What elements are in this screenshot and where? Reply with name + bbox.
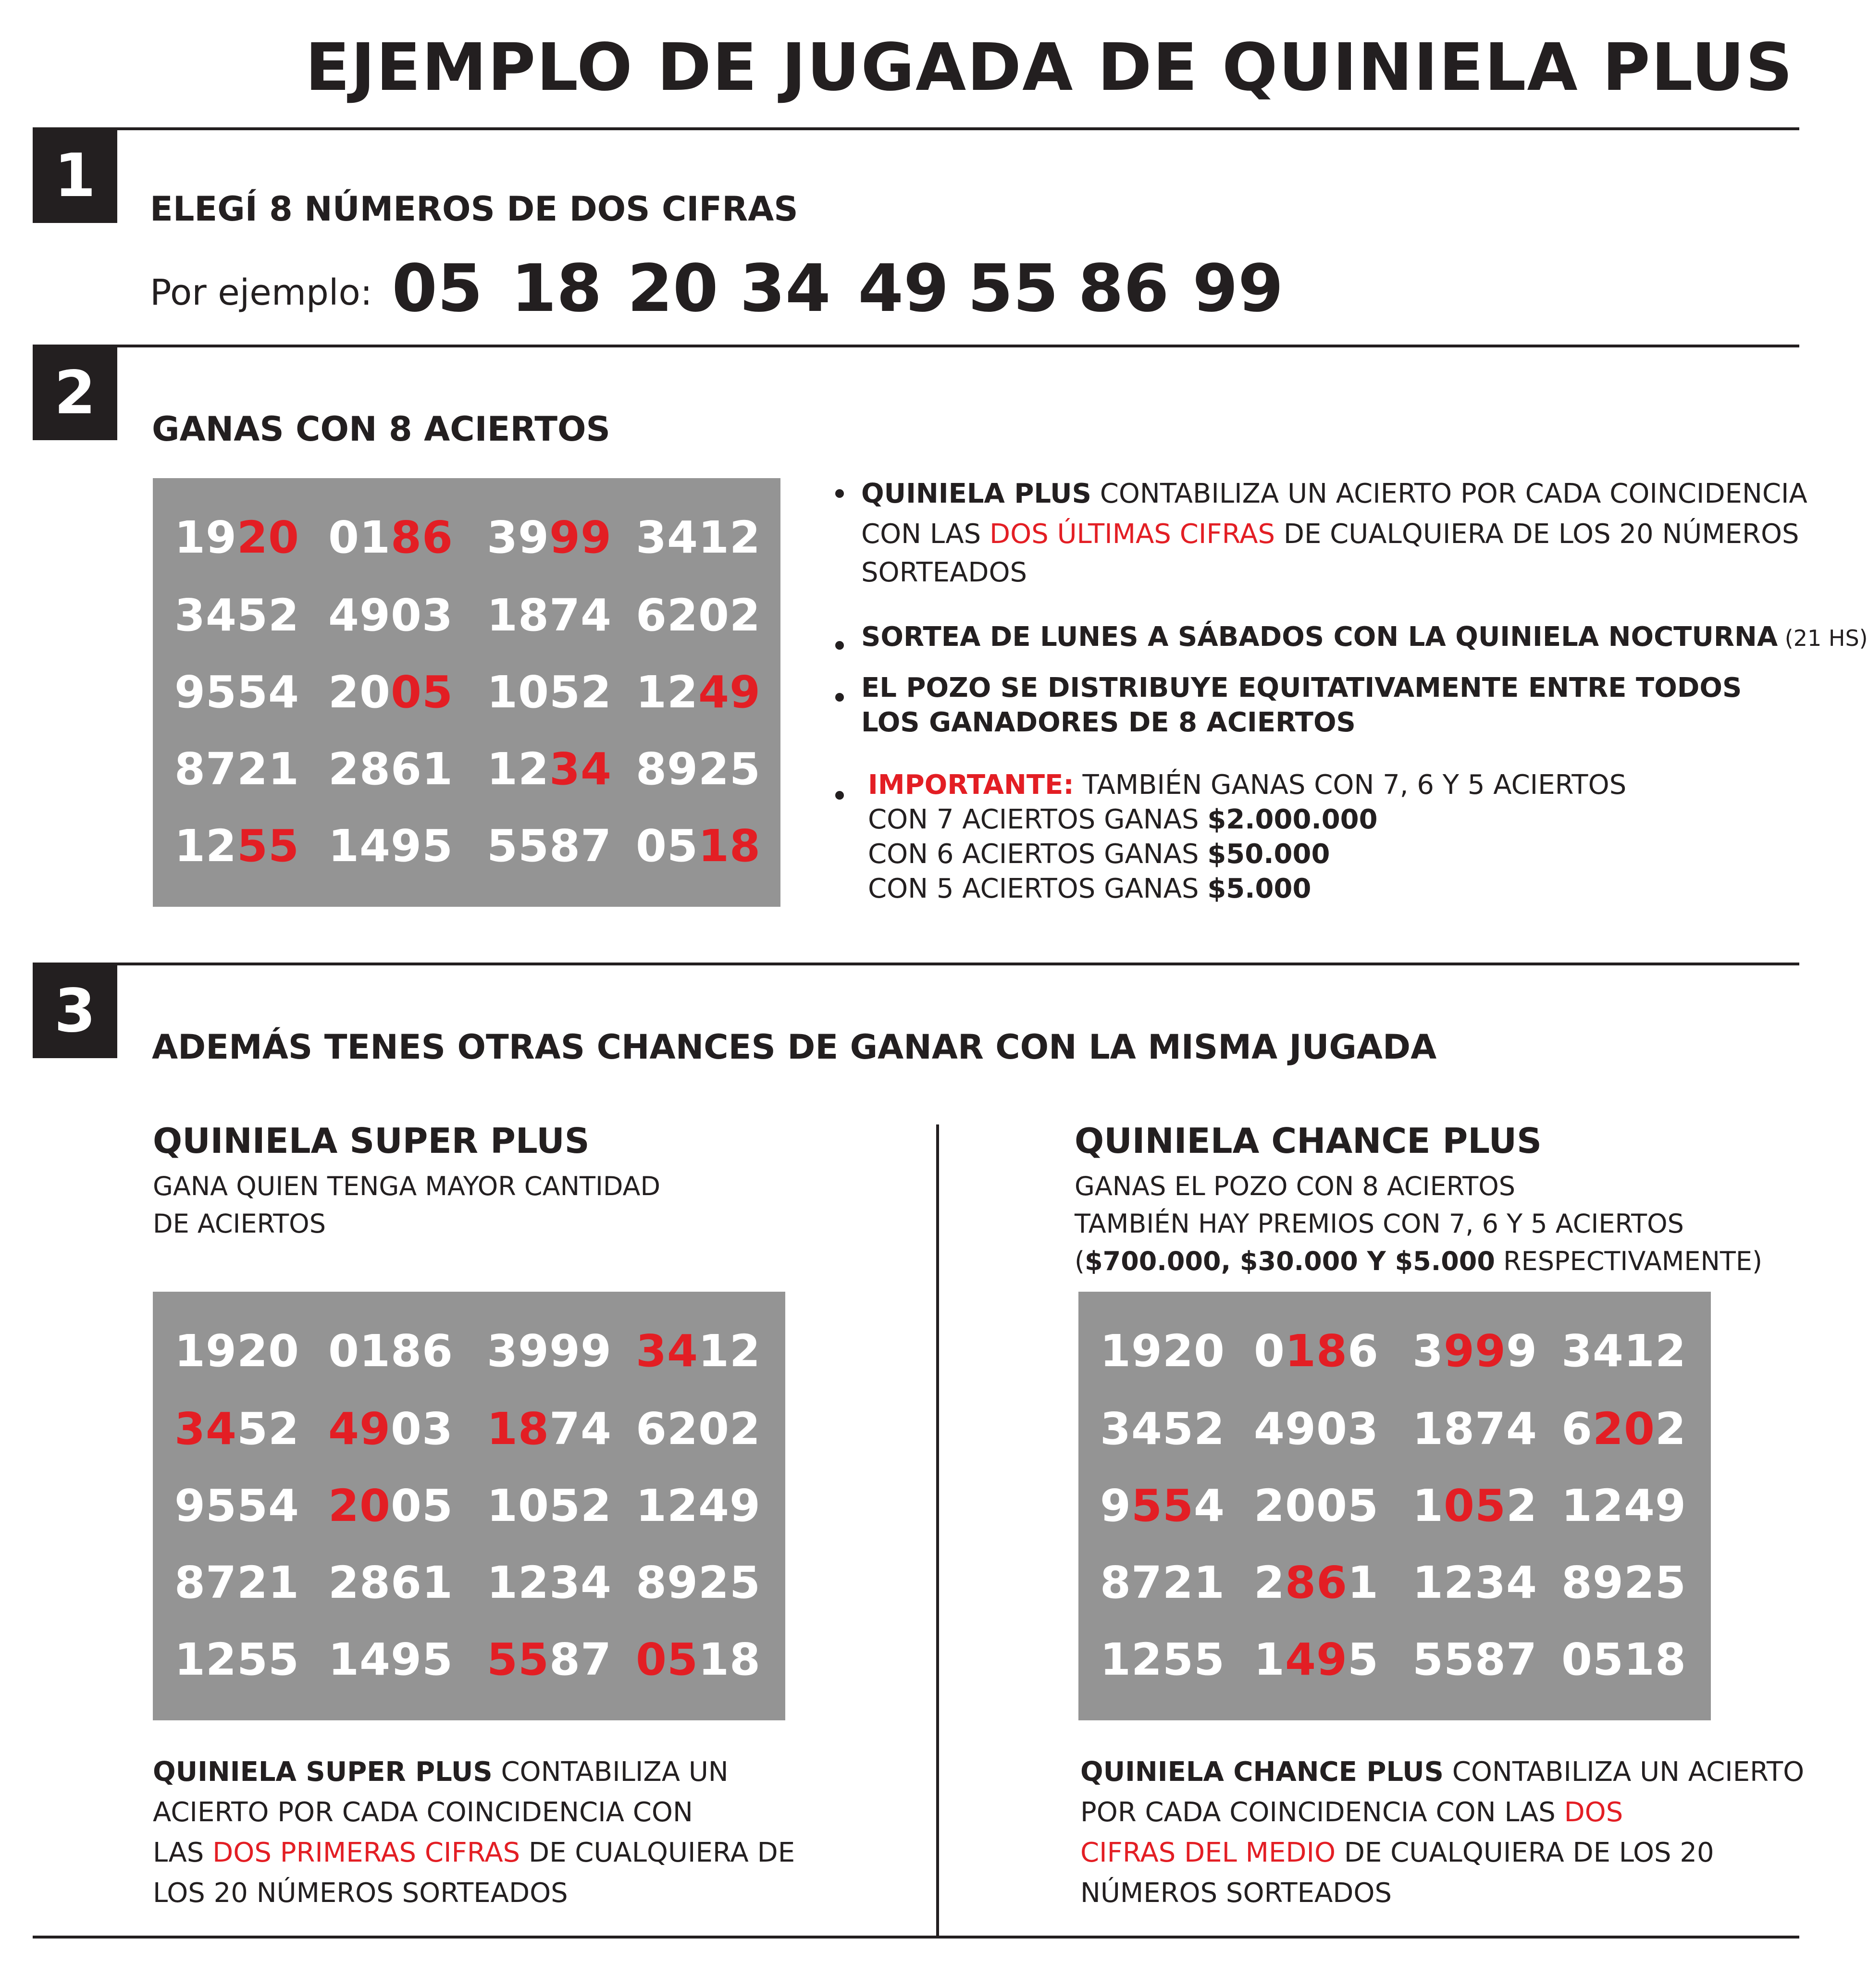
step-2-heading: GANAS CON 8 ACIERTOS bbox=[152, 409, 610, 449]
text: CONTABILIZA UN bbox=[492, 1756, 729, 1788]
matched-digits: 18 bbox=[486, 1403, 549, 1455]
example-number: 99 bbox=[1192, 251, 1284, 327]
matched-digits: 49 bbox=[328, 1403, 391, 1455]
prize-amount: $2.000.000 bbox=[1207, 804, 1378, 835]
plus-number-grid bbox=[153, 478, 780, 907]
example-number: 86 bbox=[1078, 251, 1169, 327]
highlight-text: DOS bbox=[1564, 1797, 1623, 1828]
draw-number: 1052 bbox=[486, 1480, 612, 1531]
draw-number: 6202 bbox=[635, 590, 761, 641]
matched-digits: 49 bbox=[1285, 1634, 1348, 1685]
draw-number: 2861 bbox=[328, 1557, 454, 1608]
draw-number: 9554 bbox=[174, 1480, 300, 1531]
draw-number: 0518 bbox=[635, 820, 761, 872]
bold-text: SORTEA DE LUNES A SÁBADOS CON LA QUINIELA NOCTURNA bbox=[861, 621, 1778, 653]
draw-number: 4903 bbox=[328, 1403, 454, 1455]
step-1-badge: 1 bbox=[33, 129, 117, 223]
prize-amounts: $700.000, $30.000 Y $5.000 bbox=[1085, 1246, 1495, 1276]
chance-plus-title: QUINIELA CHANCE PLUS bbox=[1075, 1121, 1542, 1161]
plus-rule-1-line-2 bbox=[861, 514, 1799, 555]
draw-number: 3452 bbox=[174, 590, 300, 641]
text-line: ACIERTO POR CADA COINCIDENCIA CON bbox=[153, 1797, 693, 1828]
draw-number: 8721 bbox=[174, 1557, 300, 1608]
draw-number: 1234 bbox=[1412, 1557, 1538, 1608]
text-line: LOS 20 NÚMEROS SORTEADOS bbox=[153, 1877, 568, 1909]
matched-digits: 18 bbox=[1285, 1325, 1348, 1377]
draw-number: 3999 bbox=[486, 1325, 612, 1377]
draw-number: 3412 bbox=[1561, 1325, 1687, 1377]
matched-digits: 86 bbox=[391, 512, 454, 563]
small-text: (21 HS) bbox=[1778, 625, 1868, 651]
step-2-badge: 2 bbox=[33, 346, 117, 440]
text: CONTABILIZA UN ACIERTO bbox=[1443, 1756, 1805, 1788]
matched-digits: 34 bbox=[174, 1403, 237, 1455]
text: POR CADA COINCIDENCIA CON LAS bbox=[1080, 1797, 1564, 1828]
draw-number: 1234 bbox=[486, 743, 612, 795]
draw-number: 9554 bbox=[174, 667, 300, 718]
matched-digits: 05 bbox=[391, 667, 454, 718]
draw-number: 2861 bbox=[328, 743, 454, 795]
matched-digits: 20 bbox=[328, 1480, 391, 1531]
text: DE CUALQUIERA DE LOS 20 bbox=[1336, 1837, 1714, 1868]
matched-digits: 05 bbox=[635, 1634, 698, 1685]
draw-number: 1920 bbox=[174, 1325, 300, 1377]
draw-number: 3412 bbox=[635, 512, 761, 563]
draw-number: 1249 bbox=[635, 1480, 761, 1531]
draw-number: 2861 bbox=[1253, 1557, 1379, 1608]
matched-digits: 99 bbox=[549, 512, 612, 563]
super-plus-title: QUINIELA SUPER PLUS bbox=[153, 1121, 590, 1161]
draw-number: 1874 bbox=[486, 590, 612, 641]
draw-number: 6202 bbox=[635, 1403, 761, 1455]
bold-text: QUINIELA SUPER PLUS bbox=[153, 1756, 493, 1788]
divider bbox=[33, 963, 1799, 965]
bullet-dot bbox=[835, 641, 844, 650]
bullet-dot bbox=[835, 489, 844, 498]
text-line: GANA QUIEN TENGA MAYOR CANTIDAD bbox=[153, 1171, 661, 1201]
draw-number: 1920 bbox=[174, 512, 300, 563]
matched-digits: 34 bbox=[549, 743, 612, 795]
bullet-dot bbox=[835, 791, 844, 800]
draw-number: 9554 bbox=[1100, 1480, 1225, 1531]
example-number: 18 bbox=[511, 251, 602, 327]
matched-digits: 55 bbox=[486, 1634, 549, 1685]
text: RESPECTIVAMENTE) bbox=[1495, 1246, 1763, 1276]
draw-number: 1495 bbox=[1253, 1634, 1379, 1685]
draw-number: 3412 bbox=[635, 1325, 761, 1377]
matched-digits: 55 bbox=[237, 820, 300, 872]
draw-number: 1255 bbox=[174, 1634, 300, 1685]
draw-number: 0186 bbox=[1253, 1325, 1379, 1377]
draw-number: 5587 bbox=[1412, 1634, 1538, 1685]
matched-digits: 49 bbox=[698, 667, 761, 718]
step-3-heading: ADEMÁS TENES OTRAS CHANCES DE GANAR CON LA MISMA JUGADA bbox=[152, 1027, 1437, 1067]
draw-number: 1495 bbox=[328, 820, 454, 872]
divider bbox=[33, 127, 1799, 130]
draw-number: 2005 bbox=[328, 667, 454, 718]
text: ( bbox=[1075, 1246, 1085, 1276]
matched-digits: 99 bbox=[1443, 1325, 1507, 1377]
draw-number: 4903 bbox=[328, 590, 454, 641]
text: DE CUALQUIERA DE LOS 20 NÚMEROS bbox=[1275, 519, 1799, 550]
draw-number: 5587 bbox=[486, 1634, 612, 1685]
page-title: EJEMPLO DE JUGADA DE QUINIELA PLUS bbox=[305, 30, 1794, 106]
draw-number: 1255 bbox=[1100, 1634, 1225, 1685]
plus-rule-2 bbox=[861, 617, 1868, 658]
step-3-badge: 3 bbox=[33, 964, 117, 1058]
draw-number: 8925 bbox=[1561, 1557, 1687, 1608]
text: DE CUALQUIERA DE bbox=[520, 1837, 795, 1868]
example-number: 34 bbox=[740, 251, 831, 327]
text-line: DE ACIERTOS bbox=[153, 1209, 326, 1239]
super-plus-footnote bbox=[153, 1752, 795, 1914]
highlight-text: DOS PRIMERAS CIFRAS bbox=[212, 1837, 520, 1868]
chance-plus-footnote bbox=[1080, 1752, 1804, 1914]
text: CON LAS bbox=[861, 519, 990, 550]
plus-rule-4 bbox=[868, 768, 1626, 906]
plus-rule-1-text: CONTABILIZA UN ACIERTO POR CADA COINCIDENCIA bbox=[1091, 478, 1807, 509]
draw-number: 2005 bbox=[328, 1480, 454, 1531]
draw-number: 6202 bbox=[1561, 1403, 1687, 1455]
important-label: IMPORTANTE: bbox=[868, 769, 1074, 801]
plus-rule-1-line-3: SORTEADOS bbox=[861, 557, 1027, 588]
draw-number: 8925 bbox=[635, 1557, 761, 1608]
text: CON 5 ACIERTOS GANAS bbox=[868, 873, 1208, 904]
draw-number: 8925 bbox=[635, 743, 761, 795]
super-plus-number-grid bbox=[153, 1292, 785, 1720]
draw-number: 1234 bbox=[486, 1557, 612, 1608]
draw-number: 4903 bbox=[1253, 1403, 1379, 1455]
plus-rule-1-bold: QUINIELA PLUS bbox=[861, 478, 1091, 509]
text-line: LOS GANADORES DE 8 ACIERTOS bbox=[861, 707, 1356, 738]
draw-number: 8721 bbox=[1100, 1557, 1225, 1608]
column-divider bbox=[936, 1124, 939, 1939]
super-plus-description bbox=[153, 1168, 660, 1243]
draw-number: 1052 bbox=[1412, 1480, 1538, 1531]
text: CON 6 ACIERTOS GANAS bbox=[868, 839, 1208, 870]
draw-number: 1249 bbox=[1561, 1480, 1687, 1531]
example-number: 05 bbox=[392, 251, 483, 327]
bullet-dot bbox=[835, 693, 844, 702]
example-number: 49 bbox=[858, 251, 949, 327]
text: LAS bbox=[153, 1837, 213, 1868]
text-line: EL POZO SE DISTRIBUYE EQUITATIVAMENTE ENTRE TODOS bbox=[861, 672, 1742, 704]
draw-number: 1249 bbox=[635, 667, 761, 718]
draw-number: 1874 bbox=[486, 1403, 612, 1455]
matched-digits: 55 bbox=[1131, 1480, 1194, 1531]
text: CON 7 ACIERTOS GANAS bbox=[868, 804, 1208, 835]
draw-number: 1920 bbox=[1100, 1325, 1225, 1377]
prize-amount: $50.000 bbox=[1207, 839, 1330, 870]
draw-number: 0186 bbox=[328, 512, 454, 563]
draw-number: 0518 bbox=[1561, 1634, 1687, 1685]
draw-number: 3452 bbox=[1100, 1403, 1225, 1455]
draw-number: 2005 bbox=[1253, 1480, 1379, 1531]
text-line: TAMBIÉN HAY PREMIOS CON 7, 6 Y 5 ACIERTOS bbox=[1075, 1209, 1684, 1239]
draw-number: 3452 bbox=[174, 1403, 300, 1455]
bold-text: QUINIELA CHANCE PLUS bbox=[1080, 1756, 1444, 1788]
draw-number: 1874 bbox=[1412, 1403, 1538, 1455]
step-1-heading: ELEGÍ 8 NÚMEROS DE DOS CIFRAS bbox=[150, 189, 798, 229]
draw-number: 3999 bbox=[486, 512, 612, 563]
draw-number: 1052 bbox=[486, 667, 612, 718]
matched-digits: 86 bbox=[1285, 1557, 1348, 1608]
highlight-text: CIFRAS DEL MEDIO bbox=[1080, 1837, 1336, 1868]
divider bbox=[33, 1936, 1799, 1939]
highlight-text: DOS ÚLTIMAS CIFRAS bbox=[990, 519, 1275, 550]
prize-amount: $5.000 bbox=[1207, 873, 1311, 904]
draw-number: 5587 bbox=[486, 820, 612, 872]
text-line: NÚMEROS SORTEADOS bbox=[1080, 1877, 1392, 1909]
draw-number: 3999 bbox=[1412, 1325, 1538, 1377]
divider bbox=[33, 345, 1799, 347]
draw-number: 1255 bbox=[174, 820, 300, 872]
example-number: 20 bbox=[627, 251, 718, 327]
chance-plus-number-grid bbox=[1078, 1292, 1711, 1720]
matched-digits: 20 bbox=[237, 512, 300, 563]
draw-number: 0186 bbox=[328, 1325, 454, 1377]
draw-number: 1495 bbox=[328, 1634, 454, 1685]
text: TAMBIÉN GANAS CON 7, 6 Y 5 ACIERTOS bbox=[1074, 769, 1627, 801]
plus-rule-1 bbox=[861, 474, 1807, 514]
matched-digits: 20 bbox=[1592, 1403, 1656, 1455]
chance-plus-description bbox=[1075, 1168, 1762, 1280]
text-line: GANAS EL POZO CON 8 ACIERTOS bbox=[1075, 1171, 1516, 1201]
example-label: Por ejemplo: bbox=[150, 272, 372, 313]
example-number: 55 bbox=[967, 251, 1059, 327]
draw-number: 0518 bbox=[635, 1634, 761, 1685]
matched-digits: 05 bbox=[1443, 1480, 1507, 1531]
plus-rule-3 bbox=[861, 671, 1742, 740]
matched-digits: 18 bbox=[698, 820, 761, 872]
draw-number: 8721 bbox=[174, 743, 300, 795]
matched-digits: 34 bbox=[635, 1325, 698, 1377]
